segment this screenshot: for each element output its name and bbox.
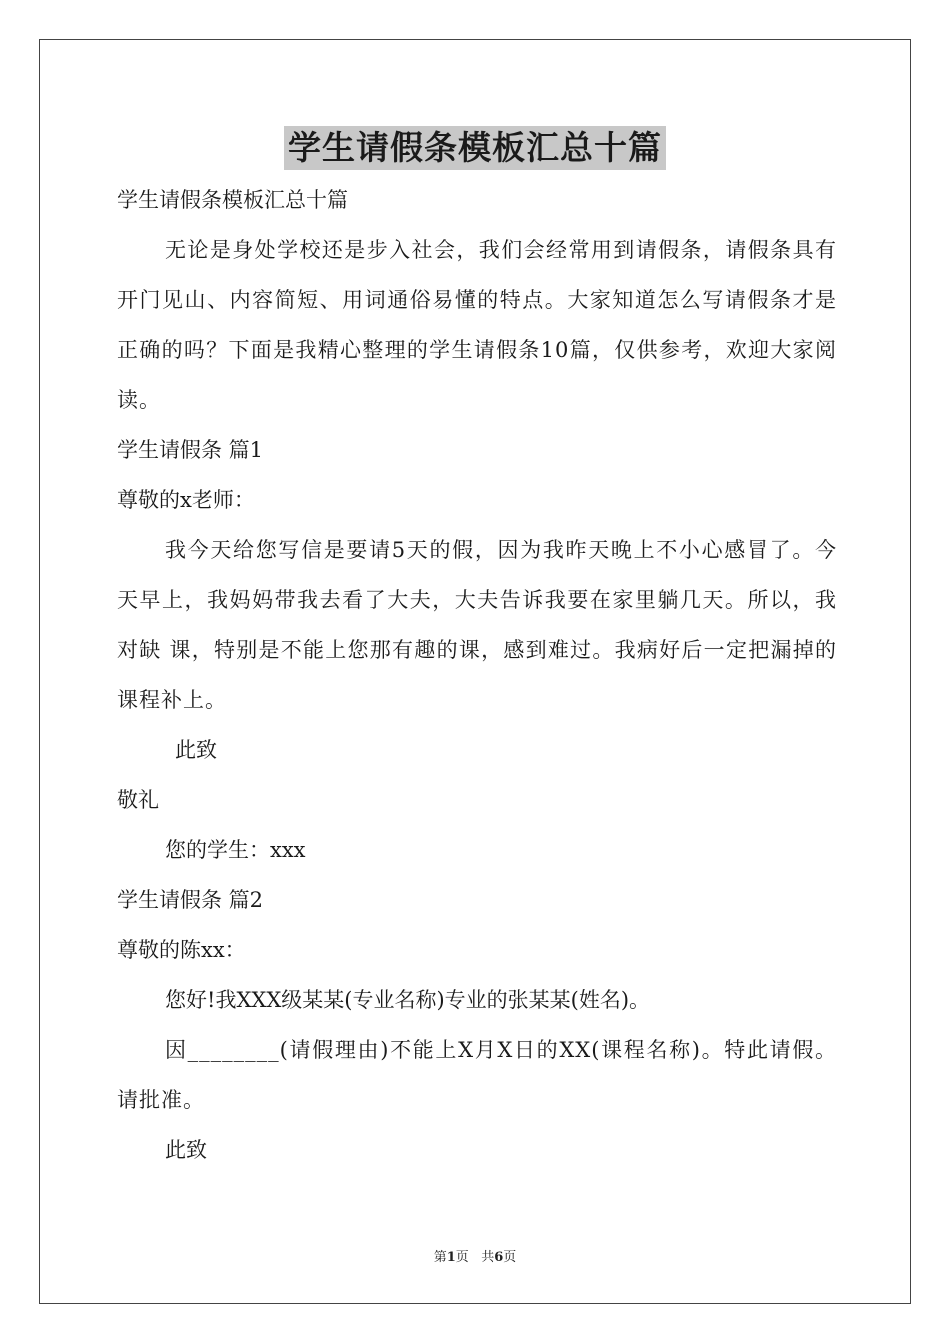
total-prefix: 共	[481, 1250, 495, 1265]
page-prefix: 第	[433, 1250, 447, 1265]
title-container	[0, 126, 950, 170]
salutation-2: 尊敬的陈xx：	[117, 938, 246, 962]
document-title: 学生请假条模板汇总十篇	[284, 126, 666, 170]
closing-salute-1: 敬礼	[117, 788, 159, 812]
page-footer	[0, 1246, 950, 1265]
letter-body-1: 我今天给您写信是要请5天的假，因为我昨天晚上不小心感冒了。今天早上，我妈妈带我去看了大夫，大夫告诉我要在家里躺几天。所以，我对缺 课，特别是不能上您那有趣的课，感到难过。我病好后一定把漏掉的课程补上。	[117, 538, 837, 712]
closing-phrase-2: 此致	[165, 1138, 207, 1162]
subtitle-paragraph: 学生请假条模板汇总十篇	[117, 188, 348, 212]
salutation-1: 尊敬的x老师：	[117, 488, 255, 512]
section-heading-1: 学生请假条 篇1	[117, 438, 264, 462]
document-body	[117, 175, 837, 1175]
page-total-number: 6	[494, 1250, 504, 1265]
letter-body-2: 因________(请假理由)不能上X月X日的XX(课程名称)。特此请假。请批准。	[117, 1038, 837, 1112]
total-unit: 页	[503, 1250, 517, 1265]
closing-phrase-1: 此致	[175, 738, 217, 762]
section-heading-2: 学生请假条 篇2	[117, 888, 264, 912]
page-unit: 页	[455, 1250, 469, 1265]
page-current-number: 1	[446, 1250, 456, 1265]
letter-greeting-2: 您好!我XXX级某某(专业名称)专业的张某某(姓名)。	[165, 988, 651, 1012]
signature-1: 您的学生：xxx	[165, 838, 306, 862]
intro-paragraph: 无论是身处学校还是步入社会，我们会经常用到请假条，请假条具有开门见山、内容简短、用词通俗易懂的特点。大家知道怎么写请假条才是正确的吗？下面是我精心整理的学生请假条10篇，仅供参考，欢迎大家阅读。	[117, 238, 837, 412]
